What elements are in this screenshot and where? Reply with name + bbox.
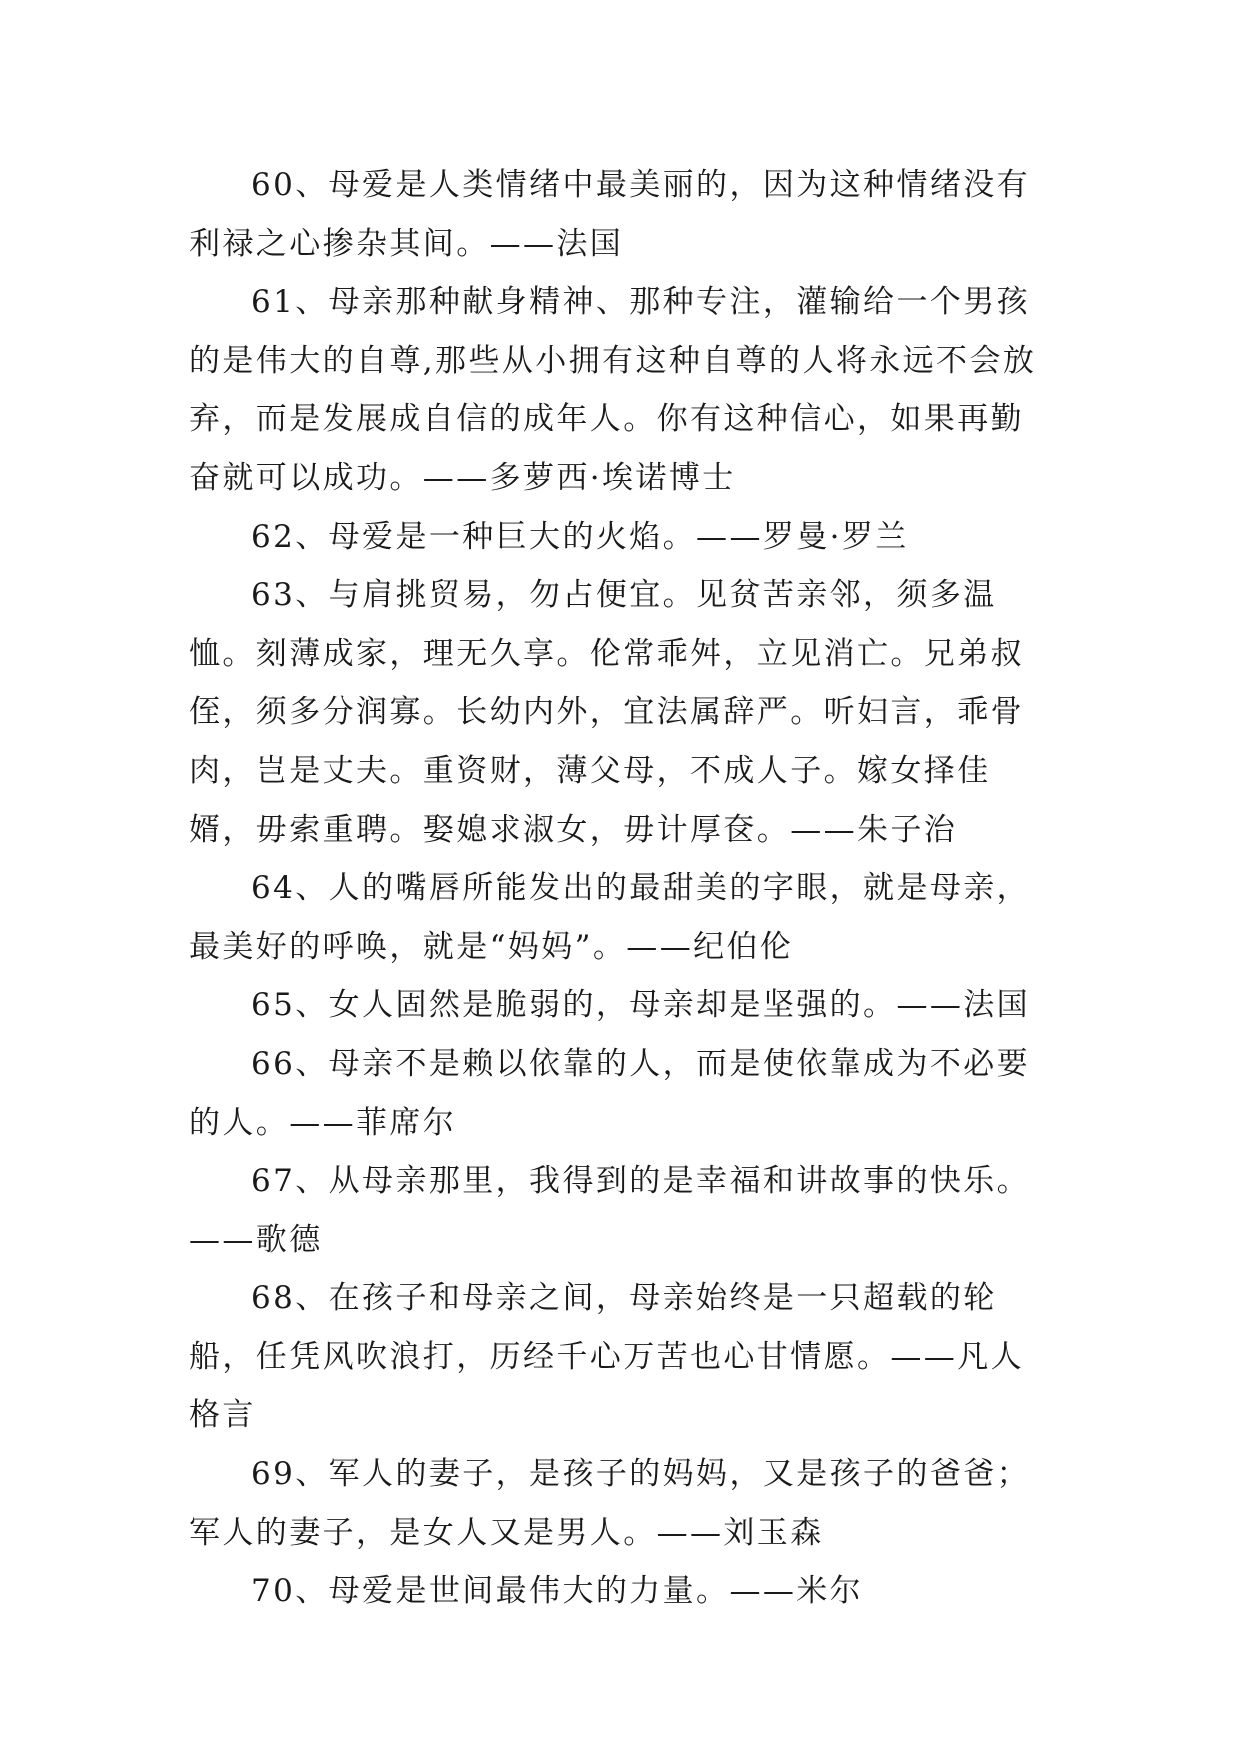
quote-paragraph-70: 70、母爱是世间最伟大的力量。——米尔 [251,1573,864,1610]
quote-paragraph-66: 66、母亲不是赖以依靠的人，而是使依靠成为不必要的人。——菲席尔 [189,1045,1031,1141]
quote-paragraph-63: 63、与肩挑贸易，勿占便宜。见贫苦亲邻，须多温恤。刻薄成家，理无久享。伦常乖舛，立见消亡。兄弟叔侄，须多分润寡。长幼内外，宜法属辞严。听妇言，乖骨肉，岂是丈夫。重资财，薄父母，不成人子。嫁女择佳婿，毋索重聘。娶媳求淑女，毋计厚奁。——朱子治 [189,577,1024,848]
quote-paragraph-65: 65、女人固然是脆弱的，母亲却是坚强的。——法国 [251,987,1031,1024]
document-body [189,156,1049,1621]
quote-paragraph-62: 62、母爱是一种巨大的火焰。——罗曼·罗兰 [251,518,909,555]
quote-paragraph-64: 64、人的嘴唇所能发出的最甜美的字眼，就是母亲，最美好的呼唤，就是“妈妈”。——纪伯伦 [189,870,1031,965]
quote-paragraph-60: 60、母爱是人类情绪中最美丽的，因为这种情绪没有利禄之心掺杂其间。——法国 [189,167,1031,262]
quote-paragraph-68: 68、在孩子和母亲之间，母亲始终是一只超载的轮船，任凭风吹浪打，历经千心万苦也心甘情愿。——凡人格言 [189,1280,1024,1434]
quote-paragraph-69: 69、军人的妻子，是孩子的妈妈，又是孩子的爸爸；军人的妻子，是女人又是男人。——刘玉森 [189,1456,1031,1551]
quote-paragraph-67: 67、从母亲那里，我得到的是幸福和讲故事的快乐。——歌德 [189,1163,1031,1258]
quote-paragraph-61: 61、母亲那种献身精神、那种专注，灌输给一个男孩的是伟大的自尊,那些从小拥有这种自尊的人将永远不会放弃，而是发展成自信的成年人。你有这种信心，如果再勤奋就可以成功。——多萝西·埃诺博士 [189,284,1037,496]
